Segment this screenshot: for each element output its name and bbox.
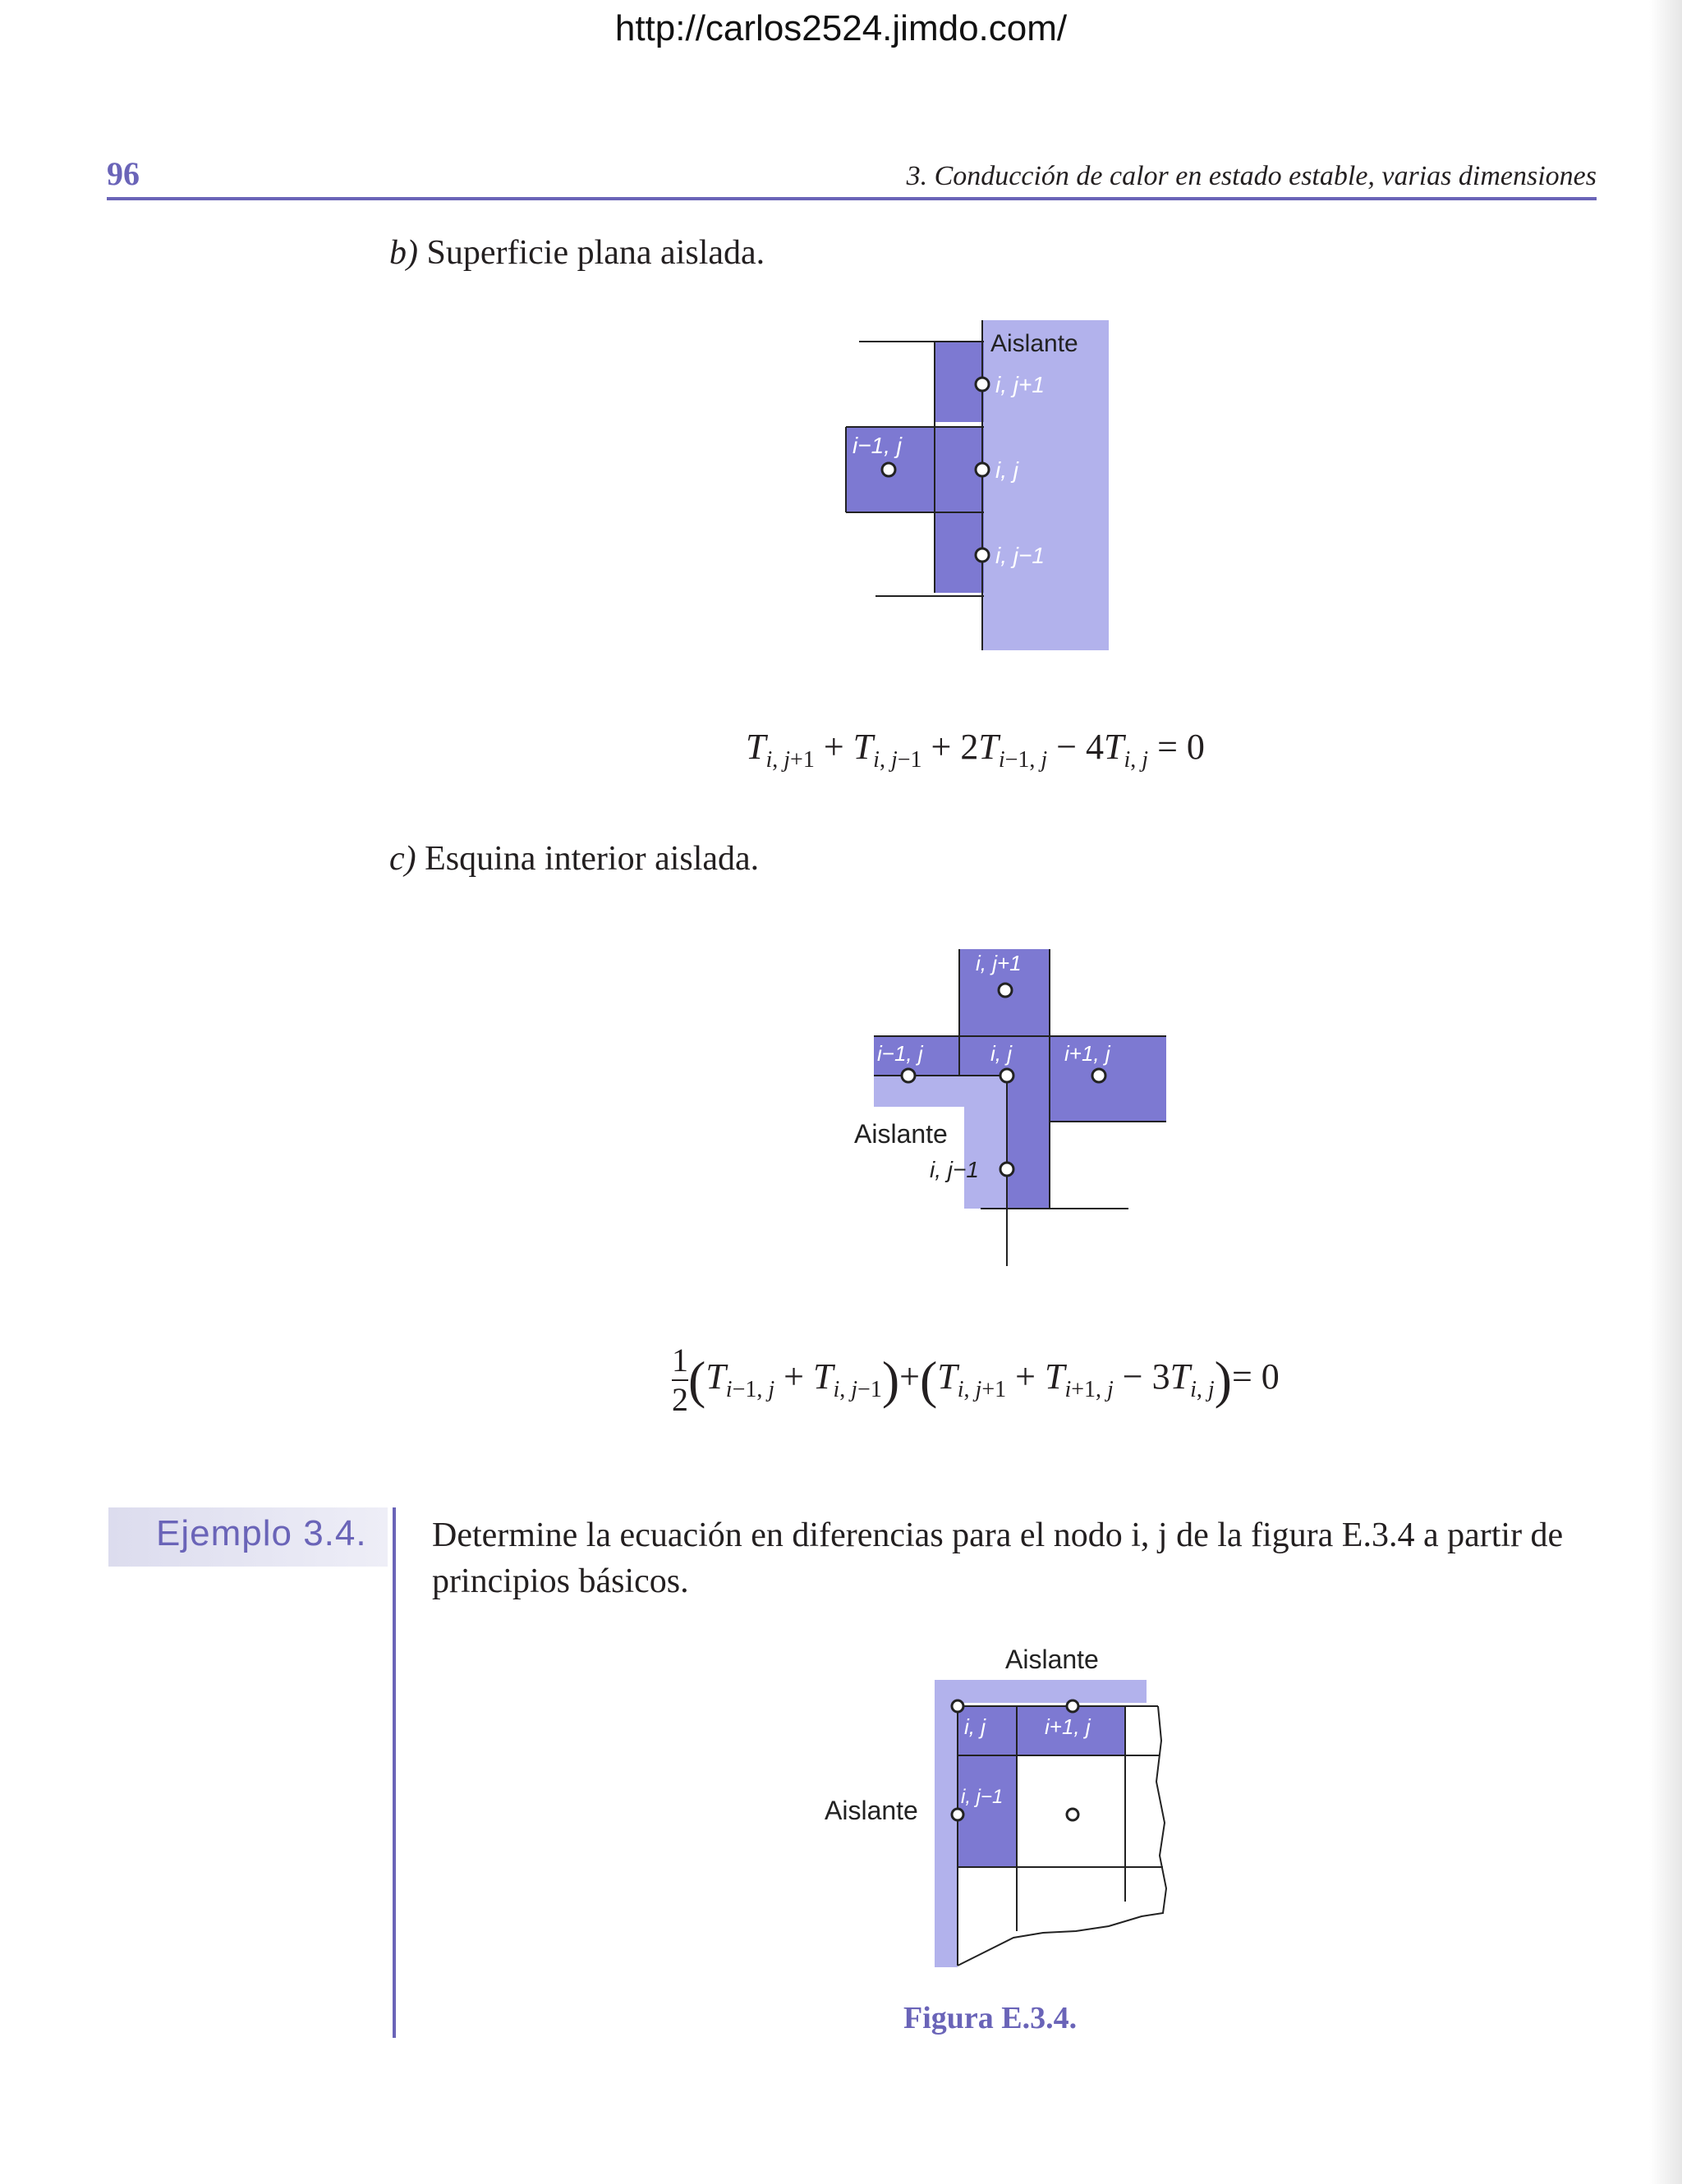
insulation-left xyxy=(935,1680,958,1967)
figure-caption: Figura E.3.4. xyxy=(903,2001,1078,2035)
figure-e-3-4 xyxy=(813,1642,1191,1979)
node-top-label: i, j+1 xyxy=(995,372,1045,397)
node-bottom xyxy=(976,548,989,562)
figure-insulated-interior-corner xyxy=(846,941,1174,1269)
node-top xyxy=(976,378,989,391)
equation-b: $T_{i, j+1} + T_{i, j-1} + 2T_{i-1, j} - 4T_{i, j} = 0$ xyxy=(746,727,1205,773)
insulation-left-label: Aislante xyxy=(825,1796,918,1825)
node-top-label: i, j+1 xyxy=(976,951,1022,975)
figure-insulated-flat-surface xyxy=(830,312,1125,657)
example-rule xyxy=(393,1507,396,2038)
insulation-label: Aislante xyxy=(854,1119,948,1149)
node-ijm1-label: i, j−1 xyxy=(961,1786,1004,1808)
section-b-letter: b) xyxy=(389,234,418,272)
insulation-label: Aislante xyxy=(990,330,1078,357)
node-right-label: i+1, j xyxy=(1064,1041,1110,1066)
node-center xyxy=(1000,1069,1013,1082)
node-i1j xyxy=(1067,1700,1078,1712)
node-ijm1 xyxy=(952,1809,963,1820)
node-left xyxy=(902,1069,915,1082)
node-center-label: i, j xyxy=(990,1041,1012,1066)
node-center-label: i, j xyxy=(995,457,1018,483)
node-bottom xyxy=(1000,1163,1013,1176)
header-rule xyxy=(107,197,1597,200)
node-ij-label: i, j xyxy=(964,1714,986,1739)
node-left-label: i−1, j xyxy=(877,1041,923,1066)
node-i1j-label: i+1, j xyxy=(1045,1714,1091,1739)
node-top xyxy=(999,984,1012,997)
section-c-heading xyxy=(389,839,759,879)
node-bottom-label: i, j−1 xyxy=(930,1157,979,1182)
node-center xyxy=(976,463,989,476)
chapter-title: 3. Conducción de calor en estado estable, varias dimensiones xyxy=(906,161,1597,191)
section-c-title: Esquina interior aislada. xyxy=(416,840,760,878)
section-c-letter: c) xyxy=(389,840,416,878)
page-edge-shadow xyxy=(1649,0,1682,2184)
node-interior xyxy=(1067,1809,1078,1820)
example-text: Determine la ecuación en diferencias para el nodo i, j de la figura E.3.4 a partir de principios básicos. xyxy=(432,1516,1564,1600)
equation-c: 1 2 $(T_{i-1, j} + T_{i, j-1})+(T_{i, j+1} + T_{i+1, j} - 3T_{i, j})= 0$ xyxy=(672,1342,1280,1418)
page-number: 96 xyxy=(107,155,140,192)
node-ij xyxy=(952,1700,963,1712)
node-bottom-label: i, j−1 xyxy=(995,543,1045,568)
cell-bottom xyxy=(1007,1076,1050,1209)
example-label: Ejemplo 3.4. xyxy=(156,1513,367,1553)
node-left xyxy=(882,463,895,476)
section-b-title: Superficie plana aislada. xyxy=(418,234,765,272)
section-b-heading xyxy=(389,233,765,273)
insulation-top-label: Aislante xyxy=(1005,1645,1099,1674)
cell-left-column xyxy=(958,1755,1017,1867)
insulation-region xyxy=(982,320,1109,650)
node-right xyxy=(1092,1069,1105,1082)
source-url[interactable]: http://carlos2524.jimdo.com/ xyxy=(614,8,1068,48)
insulation-top xyxy=(935,1680,1147,1703)
node-left-label: i−1, j xyxy=(852,433,902,458)
